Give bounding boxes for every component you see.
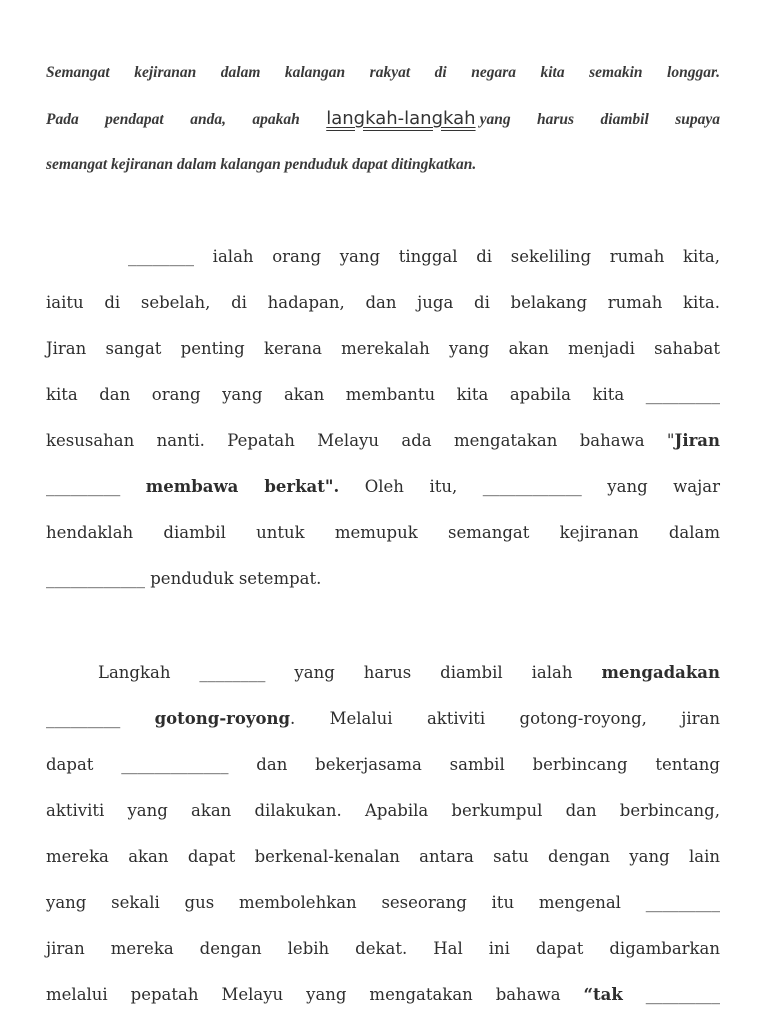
- text-line: [46, 422, 720, 468]
- text-line: [46, 330, 720, 376]
- bold-text: Jiran: [674, 431, 720, 450]
- text-content: mereka akan dapat berkenal-kenalan antara satu dengan yang lain: [46, 847, 720, 866]
- bold-text: mengadakan: [601, 663, 720, 682]
- highlighted-keyword: langkah-langkah: [326, 108, 476, 129]
- paragraph-body: [46, 654, 720, 1022]
- text-content: dapat _____________ dan bekerjasama sambil berbincang tentang: [46, 755, 720, 774]
- text-content: melalui pepatah Melayu yang mengatakan bahawa: [46, 985, 584, 1004]
- essay-question: [46, 58, 720, 196]
- text-content: Jiran sangat penting kerana merekalah yang akan menjadi sahabat: [46, 339, 720, 358]
- text-content: Oleh itu, ____________ yang wajar: [339, 477, 720, 496]
- bold-text: gotong-royong: [154, 709, 291, 728]
- question-text: yang harus diambil supaya: [479, 111, 721, 128]
- text-content: Langkah ________ yang harus diambil ialah: [98, 663, 602, 682]
- fill-in-blank: _________: [622, 985, 720, 1004]
- text-content: hendaklah diambil untuk memupuk semangat kejiranan dalam: [46, 523, 720, 542]
- text-line: [46, 838, 720, 884]
- text-line: [46, 746, 720, 792]
- text-content: yang sekali gus membolehkan seseorang itu mengenal _________: [46, 893, 720, 912]
- paragraph-introduction: [46, 238, 720, 606]
- text-content: aktiviti yang akan dilakukan. Apabila berkumpul dan berbincang,: [46, 801, 720, 820]
- text-content: ____________ penduduk setempat.: [46, 569, 322, 588]
- bold-text: “tak: [583, 985, 623, 1004]
- text-line: [46, 930, 720, 976]
- question-line: [46, 104, 720, 150]
- fill-in-blank: _________: [46, 477, 146, 496]
- text-line: [46, 560, 720, 606]
- text-line: [46, 792, 720, 838]
- text-content: . Melalui aktiviti gotong-royong, jiran: [290, 709, 720, 728]
- text-line: [46, 284, 720, 330]
- text-line: [46, 514, 720, 560]
- text-line: [46, 884, 720, 930]
- fill-in-blank: _________: [46, 709, 155, 728]
- text-line: [46, 238, 720, 284]
- question-text: Semangat kejiranan dalam kalangan rakyat di negara kita semakin longgar.: [46, 64, 720, 81]
- text-line: [46, 468, 720, 514]
- text-line: [46, 976, 720, 1022]
- text-content: iaitu di sebelah, di hadapan, dan juga di belakang rumah kita.: [46, 293, 720, 312]
- text-line: [46, 654, 720, 700]
- bold-text: membawa berkat".: [145, 477, 340, 496]
- text-line: [46, 700, 720, 746]
- question-line: [46, 58, 720, 104]
- text-content: ________ ialah orang yang tinggal di sekeliling rumah kita,: [128, 247, 720, 266]
- question-line: [46, 150, 720, 196]
- question-text: Pada pendapat anda, apakah: [46, 111, 327, 128]
- text-line: [46, 376, 720, 422]
- text-content: jiran mereka dengan lebih dekat. Hal ini dapat digambarkan: [46, 939, 720, 958]
- text-content: kita dan orang yang akan membantu kita apabila kita _________: [46, 385, 720, 404]
- text-content: kesusahan nanti. Pepatah Melayu ada mengatakan bahawa ": [46, 431, 675, 450]
- question-text: semangat kejiranan dalam kalangan penduduk dapat ditingkatkan.: [46, 156, 477, 173]
